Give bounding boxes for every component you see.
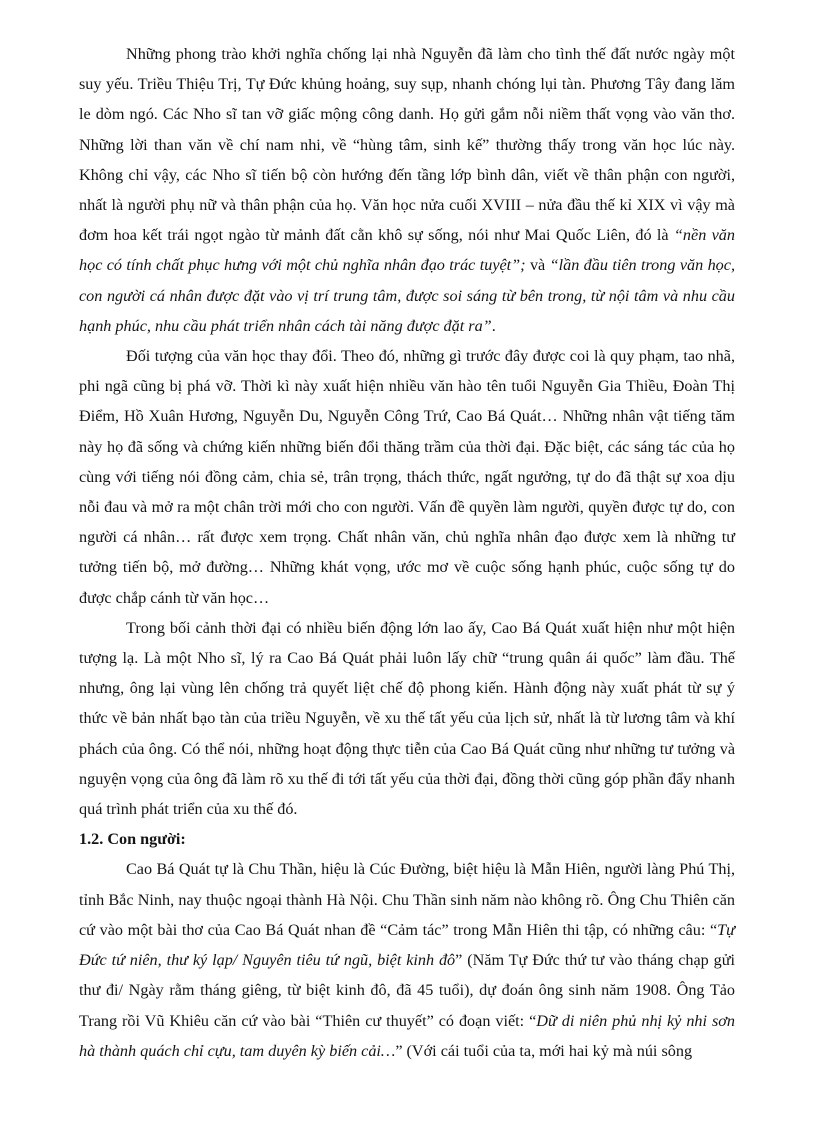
text-segment: Đối tượng của văn học thay đổi. Theo đó, những gì trước đây được coi là quy phạm, tao nhã, phi ngã cũng bị phá vỡ. Thời kì này xuất hiện nhiều văn hào tên tuổi Nguyễn Gia Thiều, Đoàn Thị Điểm, Hồ Xuân Hương, Nguyễn Du, Nguyễn Công Trứ, Cao Bá Quát… Những nhân vật tiếng tăm này họ đã sống và chứng kiến những biến đổi thăng trầm của thời đại. Đặc biệt, các sáng tác của họ cùng với tiếng nói đồng cảm, chia sẻ, trân trọng, thách thức, ngất ngưởng, tự do đã thật sự xoa dịu nỗi đau và mở ra một chân trời mới cho con người. Vấn đề quyền làm người, quyền được tự do, con người cá nhân… rất được xem trọng. Chất nhân văn, chủ nghĩa nhân đạo được xem là những tư tưởng tiến bộ, mở đường… Những khát vọng, ước mơ về cuộc sống hạnh phúc, cuộc sống tự do được chắp cánh từ văn học… <box>79 347 735 607</box>
text-segment: ” (Năm Tự Đức thứ tư vào tháng chạp gửi thư đi/ Ngày rằm tháng giêng, từ biệt kinh đô, đã 45 tuổi), dự đoán ông sinh năm 1908. Ông Tảo Trang rồi Vũ Khiêu căn cứ vào bài “Thiên cư thuyết” có đoạn viết: “ <box>79 951 736 1030</box>
quote-italic: Tự Đức tứ niên, thư ký lạp/ Nguyên tiêu tứ ngũ, biệt kinh đô <box>79 920 735 970</box>
paragraph-political-context <box>79 39 735 341</box>
quote-italic: “nền văn học có tính chất phục hưng với một chủ nghĩa nhân đạo trác tuyệt”; <box>79 226 735 275</box>
section-heading: 1.2. Con người: <box>79 830 186 849</box>
paragraph-cao-ba-quat-context <box>79 613 735 824</box>
text-segment: . <box>491 316 496 335</box>
text-segment: Những phong trào khởi nghĩa chống lại nhà Nguyễn đã làm cho tình thế đất nước ngày một suy yếu. Triều Thiệu Trị, Tự Đức khủng hoảng, suy sụp, nhanh chóng lụi tàn. Phương Tây đang lăm le dòm ngó. Các Nho sĩ tan vỡ giấc mộng công danh. Họ gửi gắm nỗi niềm thất vọng vào văn thơ. Những lời than văn về chí nam nhi, về “hùng tâm, sinh kế” thường thấy trong văn học lúc này. Không chỉ vậy, các Nho sĩ tiến bộ còn hướng đến tầng lớp bình dân, viết về thân phận con người, nhất là người phụ nữ và thân phận của họ. Văn học nửa cuối XVIII – nửa đầu thế kỉ XIX vì vậy mà đơm hoa kết trái ngọt ngào từ mảnh đất cằn khô sự sống, nói như Mai Quốc Liên, đó là <box>79 45 735 245</box>
text-segment: ” (Với cái tuổi của ta, mới hai kỷ mà núi sông <box>395 1041 693 1060</box>
document-page <box>79 39 735 1066</box>
quote-italic: Dữ di niên phủ nhị kỷ nhi sơn hà thành quách chỉ cựu, tam duyên kỳ biến cải… <box>79 1011 735 1060</box>
text-segment: và <box>525 256 550 275</box>
quote-italic: “lần đầu tiên trong văn học, con người cá nhân được đặt vào vị trí trung tâm, được soi sáng từ bên trong, từ nội tâm và nhu cầu hạnh phúc, nhu cầu phát triển nhân cách tài năng được đặt ra” <box>79 256 735 335</box>
text-segment: Cao Bá Quát tự là Chu Thần, hiệu là Cúc Đường, biệt hiệu là Mẫn Hiên, người làng Phú Thị, tỉnh Bắc Ninh, nay thuộc ngoại thành Hà Nội. Chu Thần sinh năm nào không rõ. Ông Chu Thiên căn cứ vào một bài thơ của Cao Bá Quát nhan đề “Cảm tác” trong Mẫn Hiên thi tập, có những câu: “ <box>79 860 735 939</box>
text-segment: Trong bối cảnh thời đại có nhiều biến động lớn lao ấy, Cao Bá Quát xuất hiện như một hiện tượng lạ. Là một Nho sĩ, lý ra Cao Bá Quát phải luôn lấy chữ “trung quân ái quốc” làm đầu. Thế nhưng, ông lại vùng lên chống trả quyết liệt chế độ phong kiến. Hành động này xuất phát từ sự ý thức về bản nhất bạo tàn của triều Nguyễn, về xu thế tất yếu của lịch sử, nhất là từ lương tâm và khí phách của ông. Có thể nói, những hoạt động thực tiễn của Cao Bá Quát cũng như những tư tưởng và nguyện vọng của ông đã làm rõ xu thế đi tới tất yếu của thời đại, đồng thời cũng góp phần đẩy nhanh quá trình phát triển của xu thế đó. <box>79 618 735 819</box>
paragraph-literary-change <box>79 341 735 613</box>
paragraph-biography <box>79 854 735 1065</box>
